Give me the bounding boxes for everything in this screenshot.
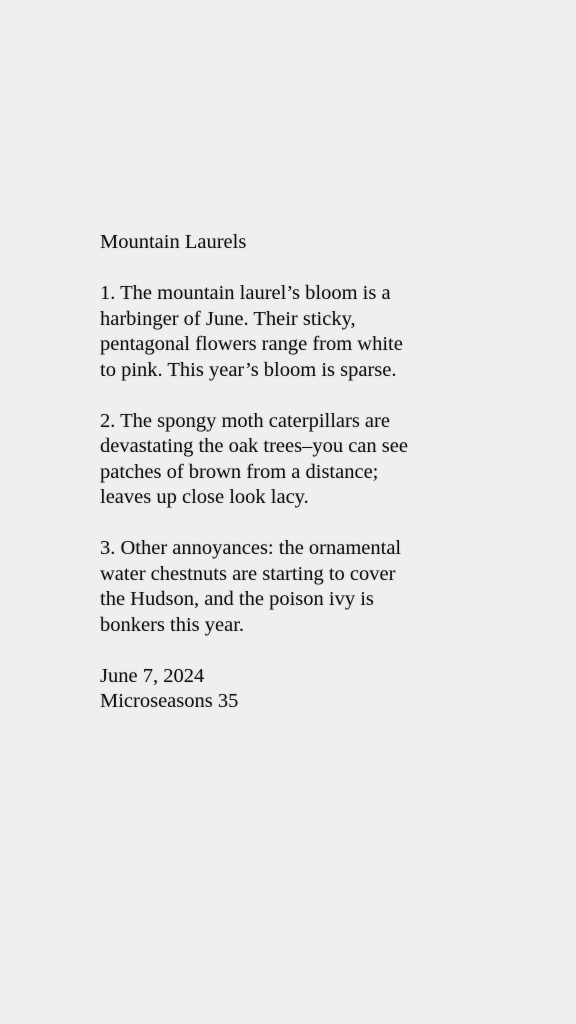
paragraph-line: pentagonal flowers range from white [100,333,403,355]
paragraph-line: devastating the oak trees–you can see [100,435,408,457]
paragraph-line: the Hudson, and the poison ivy is [100,588,374,610]
paragraph-line: harbinger of June. Their sticky, [100,307,356,330]
paragraph-3 [100,536,540,638]
paragraph-line: water chestnuts are starting to cover [100,562,396,585]
note-date: June 7, 2024 [100,664,205,687]
paragraph-line: bonkers this year. [100,613,245,636]
paragraph-line: leaves up close look lacy. [100,486,309,508]
paragraph-1 [100,281,540,383]
paragraph-line: 3. Other annoyances: the ornamental [100,537,402,559]
paragraph-spacer [100,511,540,537]
paragraph-2 [100,409,540,511]
note-text-block [100,230,540,715]
note-title: Mountain Laurels [100,231,247,253]
paragraph-line: patches of brown from a distance; [100,460,379,483]
paragraph-spacer [100,256,540,282]
paragraph-line: 2. The spongy moth caterpillars are [100,409,390,432]
paragraph-spacer [100,638,540,664]
note-series: Microseasons 35 [100,690,239,712]
paragraph-line: 1. The mountain laurel’s bloom is a [100,282,391,304]
paragraph-spacer [100,383,540,409]
paragraph-line: to pink. This year’s bloom is sparse. [100,358,397,381]
